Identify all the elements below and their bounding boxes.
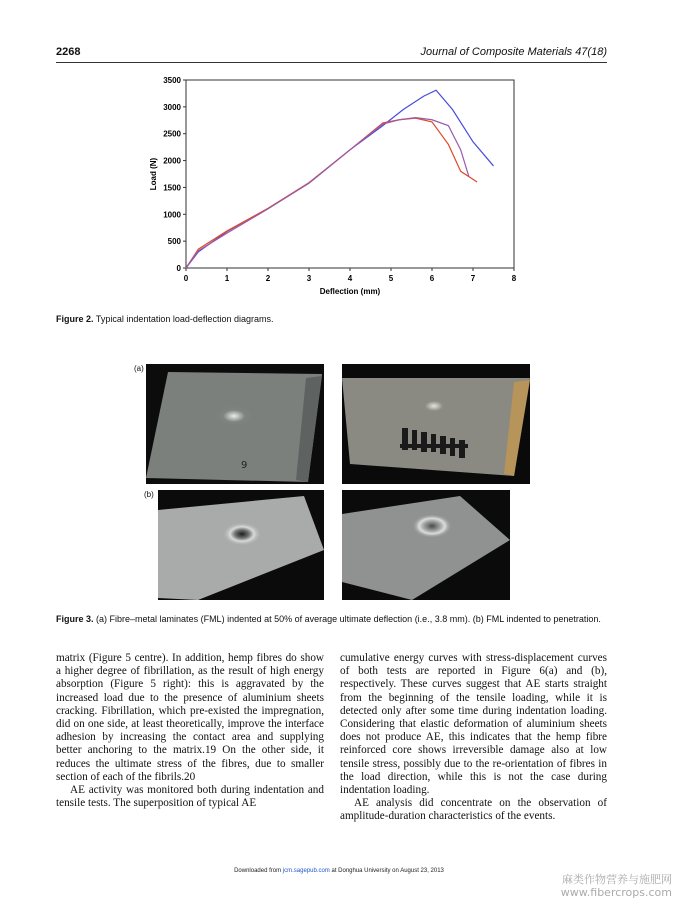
x-tick-label: 3	[306, 274, 312, 283]
figure-2-text: Typical indentation load-deflection diagrams.	[95, 314, 274, 324]
footer-prefix: Downloaded from	[234, 868, 282, 874]
y-tick-label: 3000	[163, 102, 181, 112]
left-paragraph-2: AE activity was monitored both during indentation and tensile tests. The superposition of typical AE	[56, 784, 324, 810]
x-tick-label: 1	[224, 274, 230, 283]
left-column	[56, 652, 324, 810]
y-tick-label: 2500	[163, 129, 181, 139]
panel-a-label: (a)	[134, 364, 144, 373]
x-tick-label: 5	[388, 274, 394, 283]
header-rule	[56, 62, 607, 63]
left-paragraph-1: matrix (Figure 5 centre). In addition, hemp fibres do show a higher degree of fibrillation, as the result of high energy absorption (Figure 5 right): this is aggravated by the increased load due to the presence of aluminium sheets cracking. Fibrillation, which pre-existed the impregnation, did on one side, at least theoretically, improve the interface adhesion by increasing the contact area and supplying better anchoring to the matrix.19 On the other side, it reduces the ultimate stress of the fibres, due to smaller section of each of the fibrils.20	[56, 652, 324, 783]
y-tick-label: 3500	[163, 76, 181, 85]
series-line-2	[186, 118, 477, 268]
y-axis-label: Load (N)	[149, 157, 158, 191]
right-paragraph-1: cumulative energy curves with stress-displacement curves of both tests are reported in Figure 6(a) and (b), respectively. These curves suggest that AE starts straight from the beginning of the tensile loading, while it is detected only after some time during indentation loading. Considering that elastic deformation of aluminium sheets does not produce AE, this indicates that the hemp fibre reinforced core shows irreversible damage also at low tensile stress, possibly due to the re-orientation of fibres in the load direction, while this is not the case during indentation loading.	[340, 652, 607, 797]
watermark	[561, 873, 672, 899]
x-tick-label: 0	[183, 274, 189, 283]
x-tick-label: 4	[347, 274, 353, 283]
x-axis-label: Deflection (mm)	[319, 287, 381, 296]
figure-3-text: (a) Fibre–metal laminates (FML) indented at 50% of average ultimate deflection (i.e., 3.8 mm). (b) FML indented to penetration.	[96, 614, 601, 624]
figure-2-label: Figure 2.	[56, 314, 94, 324]
y-tick-label: 0	[176, 264, 181, 273]
running-header	[56, 46, 607, 60]
journal-title: Journal of Composite Materials 47(18)	[420, 46, 607, 58]
footer-suffix: at Donghua University on August 23, 2013	[331, 868, 444, 874]
right-paragraph-2: AE analysis did concentrate on the observation of amplitude-duration characteristics of the events.	[340, 797, 607, 823]
watermark-line-2: www.fibercrops.com	[560, 886, 672, 899]
figure-2-caption	[56, 313, 607, 326]
x-tick-label: 8	[511, 274, 517, 283]
right-column	[340, 652, 607, 824]
page-number: 2268	[56, 46, 81, 58]
photo-b-left	[158, 490, 324, 600]
panel-b-label: (b)	[144, 490, 154, 499]
y-tick-label: 2000	[163, 156, 181, 166]
svg-text:9: 9	[241, 460, 248, 471]
load-deflection-chart	[128, 72, 538, 302]
photo-b-right	[342, 490, 510, 600]
y-tick-label: 1500	[163, 183, 181, 193]
figure-3-label: Figure 3.	[56, 614, 94, 624]
x-tick-label: 6	[429, 274, 435, 283]
photo-a-left	[146, 364, 324, 484]
x-tick-label: 7	[470, 274, 476, 283]
x-tick-label: 2	[265, 274, 271, 283]
series-line-1	[186, 90, 494, 268]
series-line-3	[186, 118, 469, 268]
figure-3-caption	[56, 613, 607, 626]
y-tick-label: 1000	[163, 210, 181, 220]
y-tick-label: 500	[167, 237, 181, 247]
footer-link[interactable]: jcm.sagepub.com	[282, 868, 330, 874]
watermark-line-1: 麻类作物营养与施肥网	[562, 873, 672, 886]
photo-a-right	[342, 364, 530, 484]
